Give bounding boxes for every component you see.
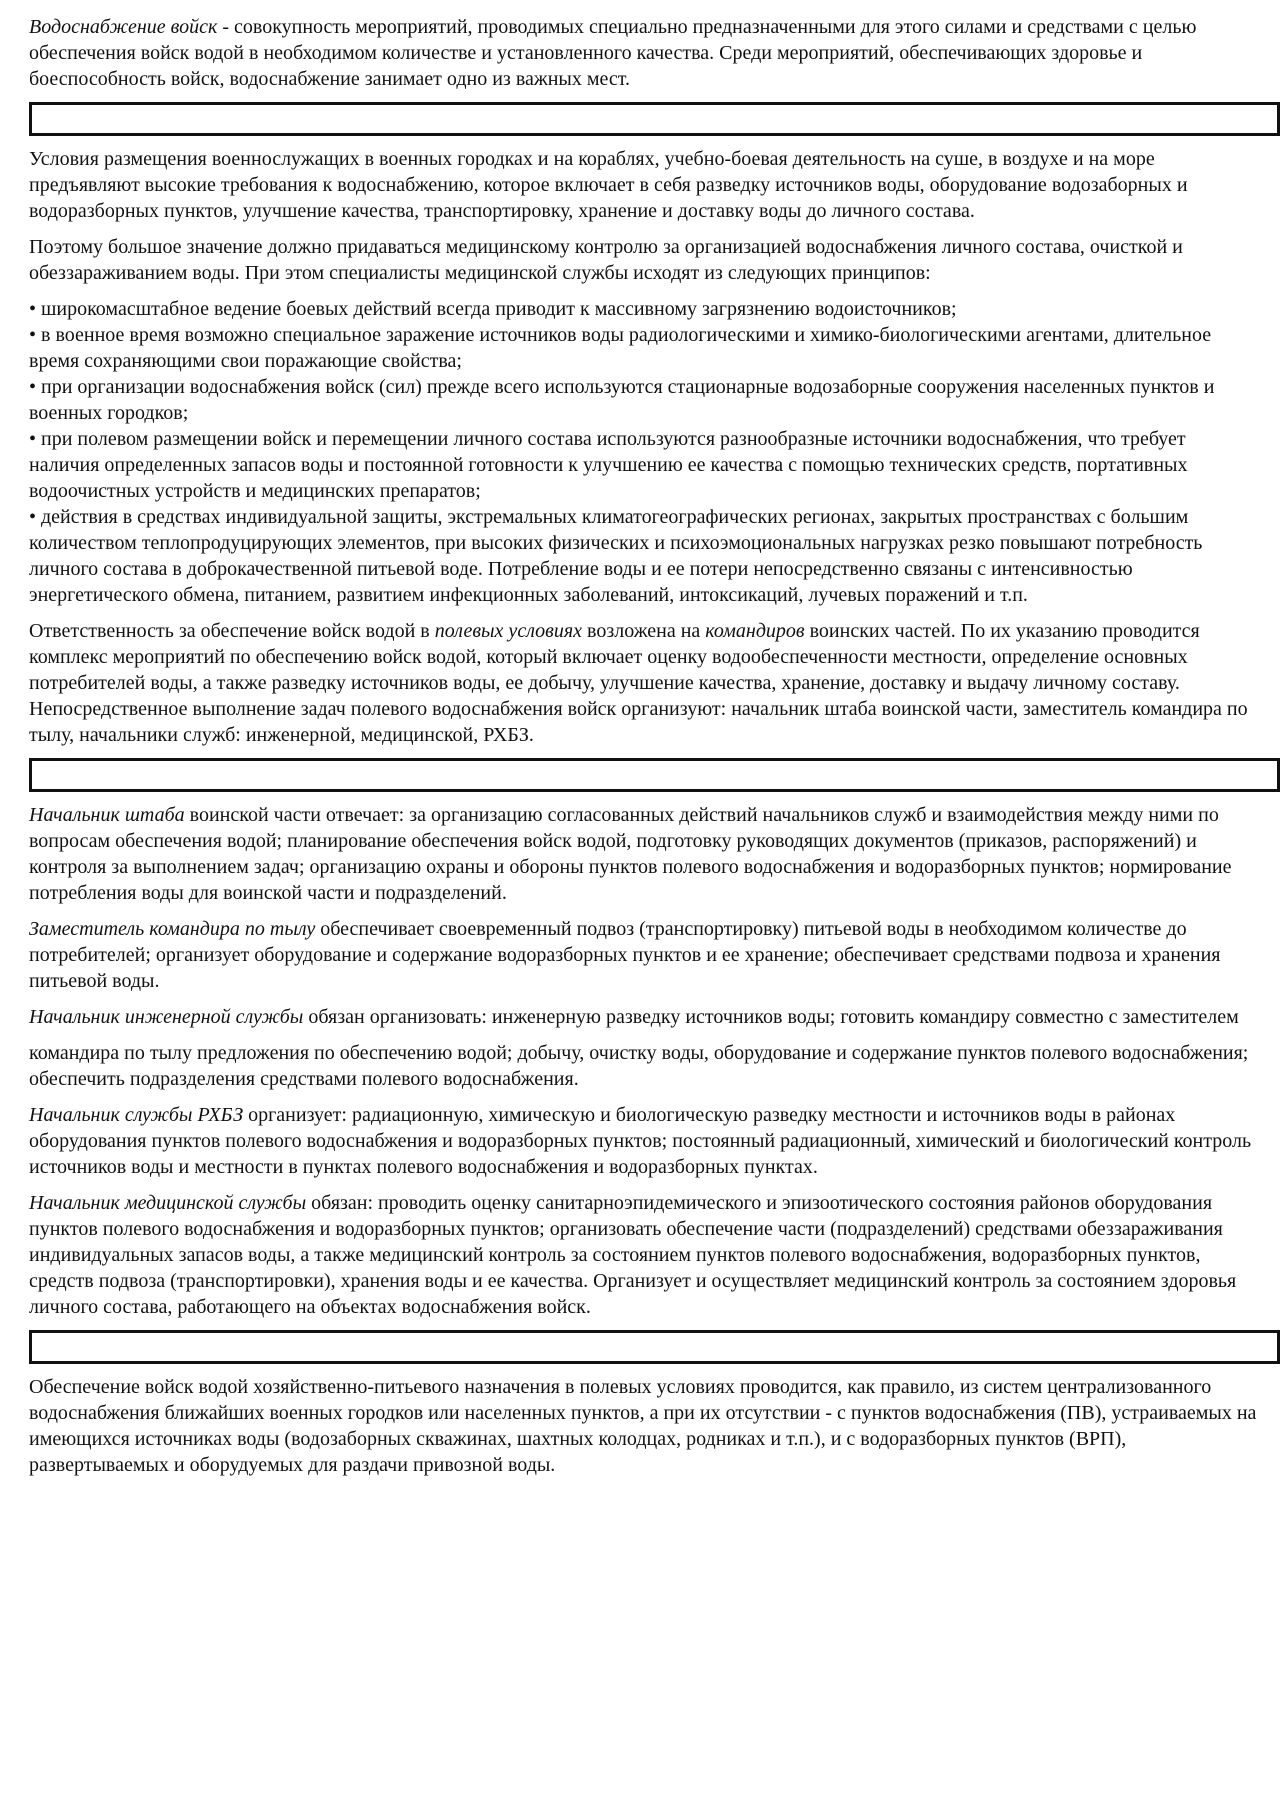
list-item: • действия в средствах индивидуальной защиты, экстремальных климатогеографических регионах, закрытых пространствах с большим количеством теплопродуцирующих элементов, при высоких физических и психоэмоциональных нагрузках резко повышают потребность личного состава в доброкачественной питьевой воде. Потребление воды и ее потери непосредственно связаны с интенсивностью энергетического обмена, питанием, развитием инфекционных заболеваний, интоксикаций, лучевых поражений и т.п. xyxy=(29,506,1203,606)
paragraph-principles-intro: Поэтому большое значение должно придаваться медицинскому контролю за организацией водоснабжения личного состава, очисткой и обеззараживанием воды. При этом специалисты медицинской службы исходят из следующих принципов: xyxy=(29,236,1183,284)
term-water-supply: Водоснабжение войск xyxy=(29,16,218,38)
term-engineering-chief: Начальник инженерной службы xyxy=(29,1006,304,1028)
list-item: • при организации водоснабжения войск (сил) прежде всего используются стационарные водозаборные сооружения населенных пунктов и военных городков; xyxy=(29,376,1215,424)
paragraph-rhbz-chief xyxy=(29,1102,1259,1180)
text-span: возложена на xyxy=(582,620,706,642)
paragraph-responsibility xyxy=(29,618,1259,748)
paragraph-text: обязан организовать: инженерную разведку источников воды; готовить командиру совместно с заместителем xyxy=(303,1006,1239,1028)
term-deputy-rear: Заместитель командира по тылу xyxy=(29,918,316,940)
paragraph-text: воинской части отвечает: за организацию согласованных действий начальников служб и взаимодействия между ними по вопросам обеспечения водой; планирование обеспечения войск водой, подготовку руководящих документов (приказов, распоряжений) и контроля за выполнением задач; организацию охраны и обороны пунктов полевого водоснабжения и водоразборных пунктов; нормирование потребления воды для воинской части и подразделений. xyxy=(29,804,1232,904)
paragraph-text: организует: радиационную, химическую и биологическую разведку местности и источников воды в районах оборудования пунктов полевого водоснабжения и водоразборных пунктов; постоянный радиационный, химический и биологический контроль источников воды и местности в пунктах полевого водоснабжения и водоразборных пунктах. xyxy=(29,1104,1252,1178)
paragraph-text: обязан: проводить оценку санитарноэпидемического и эпизоотического состояния районов оборудования пунктов полевого водоснабжения и водоразборных пунктов; организовать обеспечение части (подразделений) средствами обеззараживания индивидуальных запасов воды, а также медицинский контроль за состоянием пунктов полевого водоснабжения, водоразборных пунктов, средств подвоза (транспортировки), хранения воды и ее качества. Организует и осуществляет медицинский контроль за состоянием здоровья личного состава, работающего на объектах водоснабжения войск. xyxy=(29,1192,1237,1318)
term-field-conditions: полевых условиях xyxy=(434,620,583,642)
paragraph-definition xyxy=(29,14,1259,92)
term-commanders: командиров xyxy=(705,620,805,642)
list-item: • широкомасштабное ведение боевых действий всегда приводит к массивному загрязнению водоисточников; xyxy=(29,298,957,320)
paragraph-medical-chief xyxy=(29,1190,1259,1320)
text-span: воинских частей. По их указанию проводится комплекс мероприятий по обеспечению войск водой, который включает оценку водообеспеченности местности, определение основных потребителей воды, а также разведку источников воды, ее добычу, улучшение качества, хранение, доставку и выдачу личному составу. Непосредственное выполнение задач полевого водоснабжения войск организуют: начальник штаба воинской части, заместитель командира по тылу, начальники служб: инженерной, медицинской, РХБЗ. xyxy=(29,620,1248,746)
paragraph-text: обеспечивает своевременный подвоз (транспортировку) питьевой воды в необходимом количестве до потребителей; организует оборудование и содержание водоразборных пунктов и ее хранение; обеспечивает средствами подвоза и хранения питьевой воды. xyxy=(29,918,1221,992)
empty-frame-3 xyxy=(29,1330,1280,1364)
list-item: • в военное время возможно специальное заражение источников воды радиологическими и химико-биологическими агентами, длительное время сохраняющими свои поражающие свойства; xyxy=(29,324,1212,372)
paragraph-engineering-cont: командира по тылу предложения по обеспечению водой; добычу, очистку воды, оборудование и содержание пунктов полевого водоснабжения; обеспечить подразделения средствами полевого водоснабжения. xyxy=(29,1042,1249,1090)
document-page xyxy=(29,14,1259,1488)
empty-frame-1 xyxy=(29,102,1280,136)
empty-frame-2 xyxy=(29,758,1280,792)
text-span: Ответственность за обеспечение войск водой в xyxy=(29,620,435,642)
term-rhbz-chief: Начальник службы РХБЗ xyxy=(29,1104,244,1126)
paragraph-conditions: Условия размещения военнослужащих в военных городках и на кораблях, учебно-боевая деятельность на суше, в воздухе и на море предъявляют высокие требования к водоснабжению, которое включает в себя разведку источников воды, оборудование водозаборных и водоразборных пунктов, улучшение качества, транспортировку, хранение и доставку воды до личного состава. xyxy=(29,148,1188,222)
paragraph-chief-of-staff xyxy=(29,802,1259,906)
term-medical-chief: Начальник медицинской службы xyxy=(29,1192,307,1214)
paragraph-water-provision: Обеспечение войск водой хозяйственно-питьевого назначения в полевых условиях проводится, как правило, из систем централизованного водоснабжения ближайших военных городков или населенных пунктов, а при их отсутствии - с пунктов водоснабжения (ПВ), устраиваемых на имеющихся источниках воды (водозаборных скважинах, шахтных колодцах, родниках и т.п.), и с водоразборных пунктов (ВРП), развертываемых и оборудуемых для раздачи привозной воды. xyxy=(29,1376,1257,1476)
principles-list xyxy=(29,296,1259,608)
paragraph-text: - совокупность мероприятий, проводимых специально предназначенными для этого силами и средствами с целью обеспечения войск водой в необходимом количестве и установленного качества. Среди мероприятий, обеспечивающих здоровье и боеспособность войск, водоснабжение занимает одно из важных мест. xyxy=(29,16,1197,90)
term-chief-of-staff: Начальник штаба xyxy=(29,804,185,826)
paragraph-deputy-rear xyxy=(29,916,1259,994)
paragraph-engineering-chief xyxy=(29,1004,1259,1030)
list-item: • при полевом размещении войск и перемещении личного состава используются разнообразные источники водоснабжения, что требует наличия определенных запасов воды и постоянной готовности к улучшению ее качества с помощью технических средств, портативных водоочистных устройств и медицинских препаратов; xyxy=(29,428,1188,502)
